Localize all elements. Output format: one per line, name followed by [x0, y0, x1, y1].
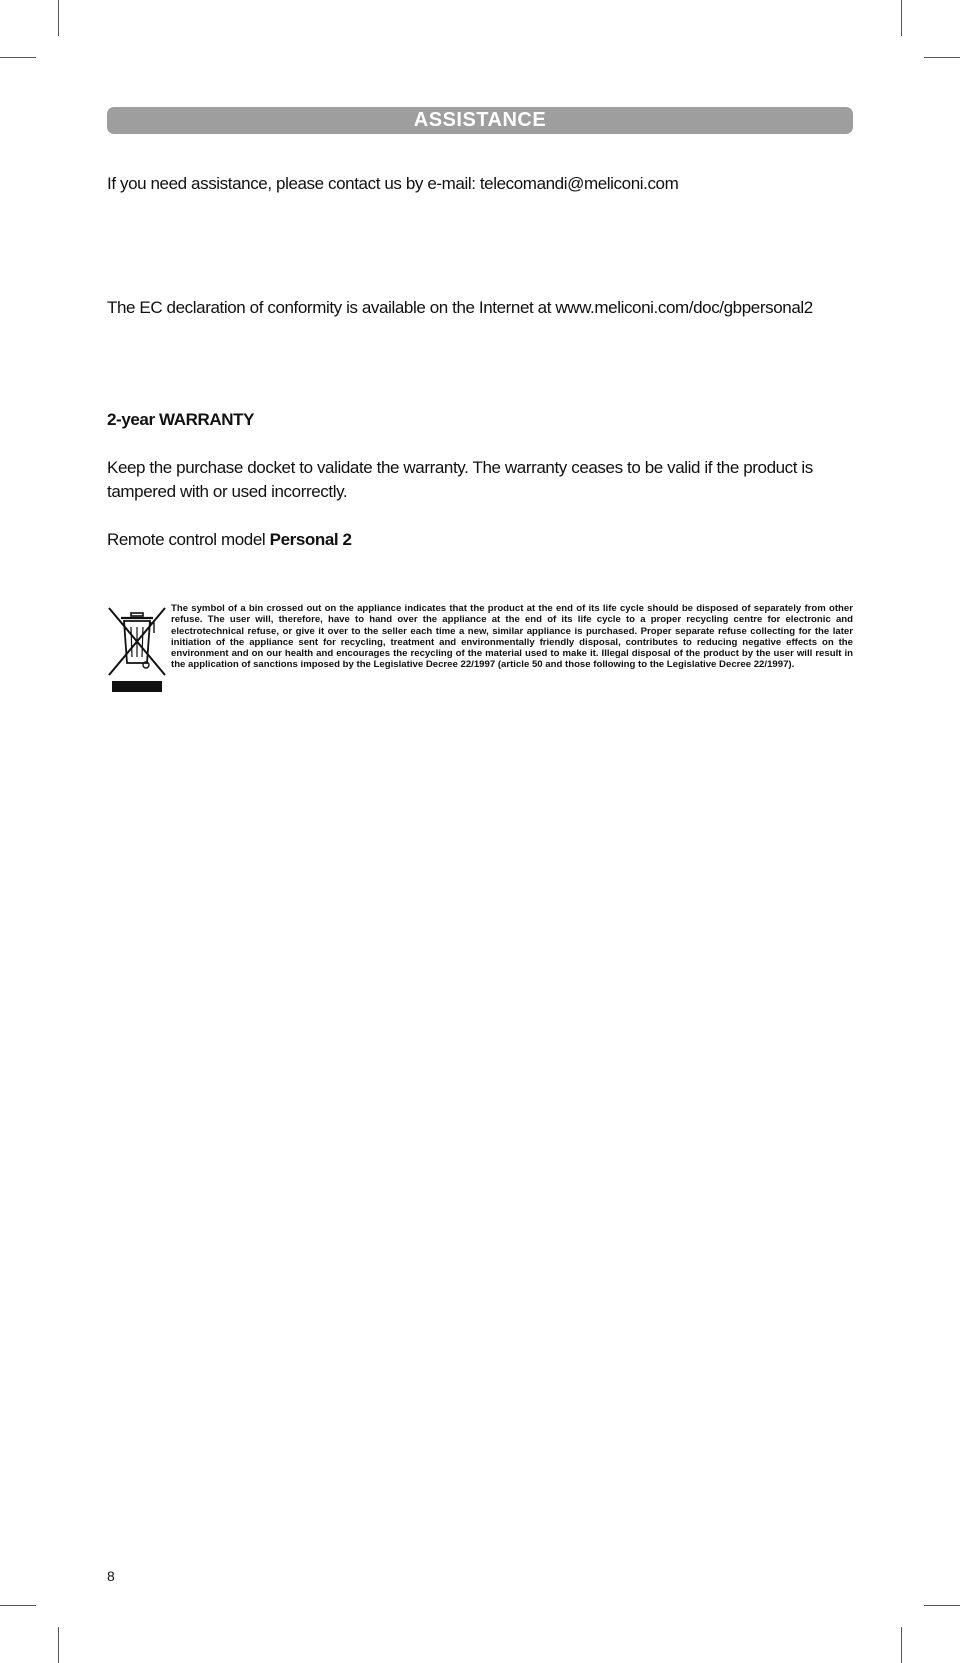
crop-mark-bottom-right: [901, 1627, 902, 1663]
model-line: [107, 528, 853, 552]
crop-mark-top-left: [58, 0, 59, 36]
assistance-line: If you need assistance, please contact us by e-mail: telecomandi@meliconi.com: [107, 174, 679, 193]
disposal-notice: [107, 603, 853, 695]
crop-mark-bottom-left: [58, 1627, 59, 1663]
crossed-out-bin-icon: [107, 605, 167, 693]
page-number: 8: [107, 1568, 115, 1584]
crop-mark-bottom-left-h: [0, 1605, 36, 1606]
warranty-heading: 2-year WARRANTY: [107, 410, 255, 429]
section-header-bar: [107, 107, 853, 134]
crop-mark-top-right-h: [924, 57, 960, 58]
declaration-line: The EC declaration of conformity is available on the Internet at www.meliconi.com/doc/gbpersonal2: [107, 298, 813, 317]
warranty-text: Keep the purchase docket to validate the warranty. The warranty ceases to be valid if the product is tampered with or used incorrectly.: [107, 458, 813, 501]
crop-mark-top-left-h: [0, 57, 36, 58]
disposal-text: The symbol of a bin crossed out on the appliance indicates that the product at the end of its life cycle should be disposed of separately from other refuse. The user will, therefore, have to hand over the appliance at the end of its life cycle to a proper recycling centre for electronic and electrotechnical refuse, or give it over to the seller each time a new, similar appliance is purchased. Proper separate refuse collecting for the later initiation of the appliance sent for recycling, treatment and environmentally friendly disposal, contributes to reducing negative effects on the environment and on our health and encourages the recycling of the material used to make it. Illegal disposal of the product by the user will result in the application of sanctions imposed by the Legislative Decree 22/1997 (article 50 and those following to the Legislative Decree 22/1997).: [171, 603, 853, 671]
crop-mark-top-right: [901, 0, 902, 36]
model-prefix: Remote control model: [107, 530, 270, 549]
page-title: ASSISTANCE: [413, 109, 547, 131]
crop-mark-bottom-right-h: [924, 1605, 960, 1606]
model-name: Personal 2: [269, 530, 352, 549]
